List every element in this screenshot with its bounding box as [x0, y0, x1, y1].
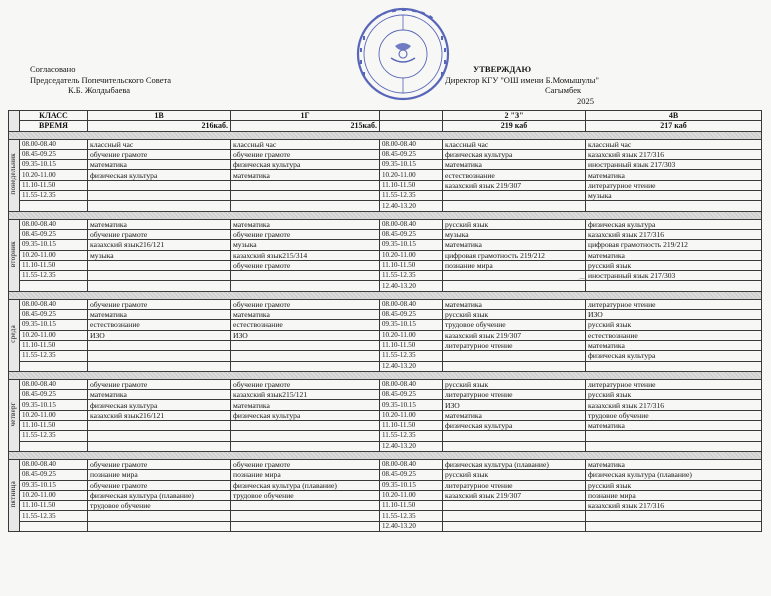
day-label-cell	[9, 299, 20, 371]
day-separator	[9, 211, 762, 219]
lesson-row	[9, 441, 762, 451]
lesson-1g: познание мира	[231, 470, 380, 480]
approved-label: УТВЕРЖДАЮ	[473, 64, 532, 74]
lesson-2z: литературное чтение	[443, 340, 586, 350]
lesson-1g	[231, 281, 380, 291]
lesson-2z: естествознание	[443, 170, 586, 180]
lesson-2z: литературное чтение	[443, 390, 586, 400]
lesson-1g: естествознание	[231, 320, 380, 330]
lesson-2z	[443, 271, 586, 281]
lesson-1g: обучение грамоте	[231, 379, 380, 389]
lesson-4v: казахский язык 217/316	[586, 400, 762, 410]
lesson-2z: музыка	[443, 229, 586, 239]
time-cell-2: 09.35-10.15	[380, 240, 443, 250]
lesson-2z: русский язык	[443, 379, 586, 389]
lesson-4v: познание мира	[586, 490, 762, 500]
lesson-2z	[443, 441, 586, 451]
time-cell: 08.00-08.40	[20, 379, 88, 389]
day-separator	[9, 451, 762, 459]
lesson-row	[9, 229, 762, 239]
approval-year: 2025	[577, 95, 594, 106]
lesson-row	[9, 271, 762, 281]
time-cell-2: 08.00-08.40	[380, 219, 443, 229]
lesson-1g	[231, 191, 380, 201]
lesson-row	[9, 490, 762, 500]
lesson-1g	[231, 441, 380, 451]
lesson-1g: обучение грамоте	[231, 149, 380, 159]
time-cell: 08.00-08.40	[20, 219, 88, 229]
director-title: Директор КГУ "ОШ имени Б.Момышулы"	[445, 74, 599, 85]
lesson-1v	[88, 281, 231, 291]
lesson-row	[9, 191, 762, 201]
time-cell-2: 12.40-13.20	[380, 521, 443, 531]
lesson-2z: классный час	[443, 139, 586, 149]
time-cell: 09.35-10.15	[20, 160, 88, 170]
lesson-1v: обучение грамоте	[88, 459, 231, 469]
lesson-2z	[443, 201, 586, 211]
lesson-1g	[231, 340, 380, 350]
separator-cell	[9, 211, 762, 219]
lesson-1v: математика	[88, 219, 231, 229]
lesson-4v: математика	[586, 170, 762, 180]
time-cell	[20, 201, 88, 211]
lesson-1g: обучение грамоте	[231, 229, 380, 239]
lesson-2z: познание мира	[443, 260, 586, 270]
lesson-2z	[443, 281, 586, 291]
time-cell: 11.55-12.35	[20, 511, 88, 521]
time-cell: 08.00-08.40	[20, 459, 88, 469]
day-label: четверг	[9, 401, 17, 427]
lesson-1v: физическая культура	[88, 170, 231, 180]
lesson-2z: русский язык	[443, 219, 586, 229]
lesson-2z: цифровая грамотность 219/212	[443, 250, 586, 260]
lesson-4v: русский язык	[586, 260, 762, 270]
lesson-row	[9, 459, 762, 469]
time-cell: 09.35-10.15	[20, 480, 88, 490]
corner-cell	[9, 111, 20, 132]
lesson-1v: классный час	[88, 139, 231, 149]
day-label: понедельник	[9, 152, 17, 195]
lesson-4v: математика	[586, 340, 762, 350]
time-cell: 11.55-12.35	[20, 271, 88, 281]
lesson-4v: литературное чтение	[586, 180, 762, 190]
room-1g: 215каб.	[231, 121, 380, 131]
time-cell-2: 12.40-13.20	[380, 361, 443, 371]
lesson-row	[9, 379, 762, 389]
day-label-cell	[9, 219, 20, 291]
lesson-1v: естествознание	[88, 320, 231, 330]
lesson-1g	[231, 501, 380, 511]
lesson-row	[9, 219, 762, 229]
approval-label: Согласовано	[30, 64, 76, 74]
time-cell-2: 10.20-11.00	[380, 250, 443, 260]
time-cell	[20, 521, 88, 531]
lesson-1v: казахский язык216/121	[88, 410, 231, 420]
lesson-row	[9, 501, 762, 511]
lesson-4v: казахский язык 217/316	[586, 501, 762, 511]
lesson-1v: обучение грамоте	[88, 229, 231, 239]
time-cell-2: 08.45-09.25	[380, 310, 443, 320]
separator-cell	[9, 371, 762, 379]
lesson-1v: познание мира	[88, 470, 231, 480]
lesson-2z: русский язык	[443, 470, 586, 480]
lesson-row	[9, 170, 762, 180]
time-cell: 09.35-10.15	[20, 320, 88, 330]
lesson-row	[9, 340, 762, 350]
time-cell-2: 10.20-11.00	[380, 170, 443, 180]
time-cell-2: 09.35-10.15	[380, 320, 443, 330]
time-cell: 10.20-11.00	[20, 170, 88, 180]
time-cell	[20, 281, 88, 291]
lesson-4v	[586, 431, 762, 441]
lesson-1g	[231, 421, 380, 431]
time-cell-2: 09.35-10.15	[380, 400, 443, 410]
lesson-2z	[443, 521, 586, 531]
time-cell: 09.35-10.15	[20, 240, 88, 250]
lesson-1v: физическая культура	[88, 400, 231, 410]
lesson-1v	[88, 271, 231, 281]
day-separator	[9, 131, 762, 139]
time-cell-2: 11.10-11.50	[380, 180, 443, 190]
time-cell-2: 10.20-11.00	[380, 410, 443, 420]
lesson-2z	[443, 351, 586, 361]
separator-cell	[9, 131, 762, 139]
approved-by-block	[445, 64, 635, 106]
lesson-1g: музыка	[231, 240, 380, 250]
time-cell: 10.20-11.00	[20, 330, 88, 340]
day-separator	[9, 371, 762, 379]
day-label: среда	[9, 324, 17, 343]
lesson-2z	[443, 511, 586, 521]
lesson-2z: физическая культура (плавание)	[443, 459, 586, 469]
time-cell: 11.55-12.35	[20, 191, 88, 201]
time-cell: 08.45-09.25	[20, 149, 88, 159]
time-cell: 11.10-11.50	[20, 180, 88, 190]
lesson-row	[9, 201, 762, 211]
director-name: Сагымбек	[545, 85, 582, 95]
lesson-4v: математика	[586, 459, 762, 469]
lesson-1v	[88, 441, 231, 451]
lesson-row	[9, 260, 762, 270]
time-cell-2: 11.10-11.50	[380, 501, 443, 511]
time-cell-2: 12.40-13.20	[380, 201, 443, 211]
lesson-4v	[586, 441, 762, 451]
time-cell-2: 11.55-12.35	[380, 511, 443, 521]
lesson-row	[9, 480, 762, 490]
lesson-row	[9, 281, 762, 291]
room-1v: 216каб.	[88, 121, 231, 131]
lesson-row	[9, 431, 762, 441]
lesson-1g	[231, 351, 380, 361]
time-cell: 11.10-11.50	[20, 421, 88, 431]
lesson-4v: физическая культура	[586, 351, 762, 361]
lesson-2z: математика	[443, 240, 586, 250]
lesson-1v	[88, 351, 231, 361]
lesson-1v	[88, 421, 231, 431]
day-label: пятница	[9, 480, 17, 508]
lesson-4v	[586, 361, 762, 371]
class-1v: 1В	[88, 111, 231, 121]
lesson-1v	[88, 191, 231, 201]
lesson-1g	[231, 431, 380, 441]
lesson-1g: обучение грамоте	[231, 299, 380, 309]
time-label: ВРЕМЯ	[20, 121, 88, 131]
lesson-row	[9, 320, 762, 330]
time-cell: 10.20-11.00	[20, 250, 88, 260]
lesson-4v: трудовое обучение	[586, 410, 762, 420]
room-blank	[380, 121, 443, 131]
time-cell-2: 08.00-08.40	[380, 379, 443, 389]
class-1g: 1Г	[231, 111, 380, 121]
lesson-row	[9, 299, 762, 309]
time-cell-2: 09.35-10.15	[380, 480, 443, 490]
lesson-row	[9, 470, 762, 480]
time-cell: 09.35-10.15	[20, 400, 88, 410]
lesson-4v: казахский язык 217/316	[586, 149, 762, 159]
lesson-1g: обучение грамоте	[231, 260, 380, 270]
time-cell: 11.10-11.50	[20, 501, 88, 511]
lesson-4v	[586, 521, 762, 531]
time-cell-2: 08.45-09.25	[380, 470, 443, 480]
lesson-1g	[231, 201, 380, 211]
time-cell: 08.45-09.25	[20, 470, 88, 480]
day-label-cell	[9, 459, 20, 531]
time-cell-2: 10.20-11.00	[380, 330, 443, 340]
lesson-2z	[443, 191, 586, 201]
lesson-1v	[88, 431, 231, 441]
time-cell-2: 10.20-11.00	[380, 490, 443, 500]
lesson-1v: математика	[88, 390, 231, 400]
lesson-1g: казахский язык215/121	[231, 390, 380, 400]
lesson-4v: литературное чтение	[586, 379, 762, 389]
lesson-row	[9, 410, 762, 420]
lesson-4v: ИЗО	[586, 310, 762, 320]
day-label: вторник	[9, 240, 17, 267]
lesson-1g: ИЗО	[231, 330, 380, 340]
lesson-row	[9, 351, 762, 361]
lesson-row	[9, 400, 762, 410]
lesson-4v	[586, 201, 762, 211]
time-cell-2: 08.45-09.25	[380, 229, 443, 239]
time-cell-2: 08.00-08.40	[380, 139, 443, 149]
official-seal-stamp	[355, 6, 451, 102]
lesson-4v: музыка	[586, 191, 762, 201]
lesson-1v	[88, 180, 231, 190]
separator-cell	[9, 451, 762, 459]
lesson-2z: математика	[443, 410, 586, 420]
lesson-1g: физическая культура	[231, 160, 380, 170]
lesson-4v: физическая культура (плавание)	[586, 470, 762, 480]
lesson-2z: математика	[443, 160, 586, 170]
lesson-4v: иностранный язык 217/303	[586, 160, 762, 170]
lesson-4v: цифровая грамотность 219/212	[586, 240, 762, 250]
lesson-1g: математика	[231, 219, 380, 229]
day-separator	[9, 291, 762, 299]
time-col-header	[380, 111, 443, 121]
lesson-1g: математика	[231, 310, 380, 320]
class-2z: 2 "З"	[443, 111, 586, 121]
lesson-2z: физическая культура	[443, 421, 586, 431]
lesson-4v: иностранный язык 217/303	[586, 271, 762, 281]
time-cell: 11.55-12.35	[20, 351, 88, 361]
time-cell-2: 12.40-13.20	[380, 281, 443, 291]
lesson-1v: физическая культура (плавание)	[88, 490, 231, 500]
lesson-1g	[231, 271, 380, 281]
lesson-2z: ИЗО	[443, 400, 586, 410]
time-cell: 11.10-11.50	[20, 260, 88, 270]
time-cell: 08.45-09.25	[20, 390, 88, 400]
lesson-4v: русский язык	[586, 480, 762, 490]
lesson-4v	[586, 281, 762, 291]
time-cell-2: 11.55-12.35	[380, 351, 443, 361]
lesson-4v: естествознание	[586, 330, 762, 340]
header-row-class	[9, 111, 762, 121]
time-cell-2: 08.00-08.40	[380, 299, 443, 309]
lesson-2z: казахский язык 219/307	[443, 330, 586, 340]
time-cell: 11.55-12.35	[20, 431, 88, 441]
lesson-1g: физическая культура	[231, 410, 380, 420]
lesson-2z	[443, 431, 586, 441]
lesson-row	[9, 240, 762, 250]
lesson-row	[9, 160, 762, 170]
lesson-4v	[586, 511, 762, 521]
lesson-2z: казахский язык 219/307	[443, 490, 586, 500]
lesson-row	[9, 250, 762, 260]
lesson-1g: обучение грамоте	[231, 459, 380, 469]
time-cell: 08.45-09.25	[20, 310, 88, 320]
lesson-1g	[231, 521, 380, 531]
time-cell: 08.00-08.40	[20, 299, 88, 309]
lesson-1v	[88, 340, 231, 350]
lesson-1v: трудовое обучение	[88, 501, 231, 511]
lesson-1g: казахский язык215/314	[231, 250, 380, 260]
lesson-4v: литературное чтение	[586, 299, 762, 309]
lesson-1g: математика	[231, 400, 380, 410]
lesson-1v: обучение грамоте	[88, 149, 231, 159]
time-cell-2: 09.35-10.15	[380, 160, 443, 170]
room-4v: 217 каб	[586, 121, 762, 131]
lesson-1v	[88, 511, 231, 521]
time-cell: 08.45-09.25	[20, 229, 88, 239]
lesson-1v: обучение грамоте	[88, 379, 231, 389]
lesson-1g	[231, 511, 380, 521]
lesson-2z: русский язык	[443, 310, 586, 320]
lesson-row	[9, 180, 762, 190]
lesson-1v: музыка	[88, 250, 231, 260]
lesson-row	[9, 149, 762, 159]
time-cell-2: 08.45-09.25	[380, 149, 443, 159]
lesson-1g	[231, 180, 380, 190]
lesson-1v: ИЗО	[88, 330, 231, 340]
time-cell: 10.20-11.00	[20, 410, 88, 420]
lesson-1v: обучение грамоте	[88, 299, 231, 309]
separator-cell	[9, 291, 762, 299]
room-2z: 219 каб	[443, 121, 586, 131]
lesson-1v: казахский язык216/121	[88, 240, 231, 250]
lesson-1g: физическая культура (плавание)	[231, 480, 380, 490]
lesson-2z: литературное чтение	[443, 480, 586, 490]
time-cell: 10.20-11.00	[20, 490, 88, 500]
lesson-1v: математика	[88, 160, 231, 170]
day-label-cell	[9, 379, 20, 451]
approval-role: Председатель Попечительского Совета	[30, 74, 172, 85]
lesson-1v	[88, 260, 231, 270]
lesson-row	[9, 390, 762, 400]
lesson-2z: казахский язык 219/307	[443, 180, 586, 190]
lesson-4v: казахский язык 217/316	[586, 229, 762, 239]
lesson-1g	[231, 361, 380, 371]
lesson-4v: физическая культура	[586, 219, 762, 229]
approval-block	[30, 64, 171, 96]
lesson-4v: русский язык	[586, 390, 762, 400]
time-cell	[20, 361, 88, 371]
lesson-2z: трудовое обучение	[443, 320, 586, 330]
header-row-room	[9, 121, 762, 131]
lesson-row	[9, 421, 762, 431]
lesson-row	[9, 511, 762, 521]
scan-mark-icon: ⌒	[578, 278, 588, 288]
time-cell-2: 11.55-12.35	[380, 271, 443, 281]
schedule-table	[8, 110, 762, 532]
time-cell-2: 11.10-11.50	[380, 340, 443, 350]
time-cell-2: 11.55-12.35	[380, 191, 443, 201]
lesson-row	[9, 310, 762, 320]
lesson-2z	[443, 361, 586, 371]
lesson-1v: обучение грамоте	[88, 480, 231, 490]
time-cell-2: 08.00-08.40	[380, 459, 443, 469]
lesson-row	[9, 139, 762, 149]
lesson-1v	[88, 521, 231, 531]
class-4v: 4В	[586, 111, 762, 121]
day-label-cell	[9, 139, 20, 211]
lesson-2z	[443, 501, 586, 511]
time-cell-2: 11.55-12.35	[380, 431, 443, 441]
lesson-row	[9, 521, 762, 531]
lesson-1v: математика	[88, 310, 231, 320]
time-cell-2: 11.10-11.50	[380, 260, 443, 270]
lesson-1g: классный час	[231, 139, 380, 149]
time-cell: 08.00-08.40	[20, 139, 88, 149]
time-cell	[20, 441, 88, 451]
lesson-1v	[88, 201, 231, 211]
lesson-4v: русский язык	[586, 320, 762, 330]
lesson-1g: математика	[231, 170, 380, 180]
lesson-4v: математика	[586, 250, 762, 260]
lesson-4v: математика	[586, 421, 762, 431]
lesson-row	[9, 330, 762, 340]
lesson-2z: математика	[443, 299, 586, 309]
approval-signer: К.Б. Жолдыбаева	[68, 85, 131, 95]
class-label: КЛАСС	[20, 111, 88, 121]
time-cell: 11.10-11.50	[20, 340, 88, 350]
time-cell-2: 08.45-09.25	[380, 390, 443, 400]
lesson-1v	[88, 361, 231, 371]
lesson-1g: трудовое обучение	[231, 490, 380, 500]
time-cell-2: 11.10-11.50	[380, 421, 443, 431]
lesson-2z: физическая культура	[443, 149, 586, 159]
lesson-4v: классный час	[586, 139, 762, 149]
time-cell-2: 12.40-13.20	[380, 441, 443, 451]
lesson-row	[9, 361, 762, 371]
